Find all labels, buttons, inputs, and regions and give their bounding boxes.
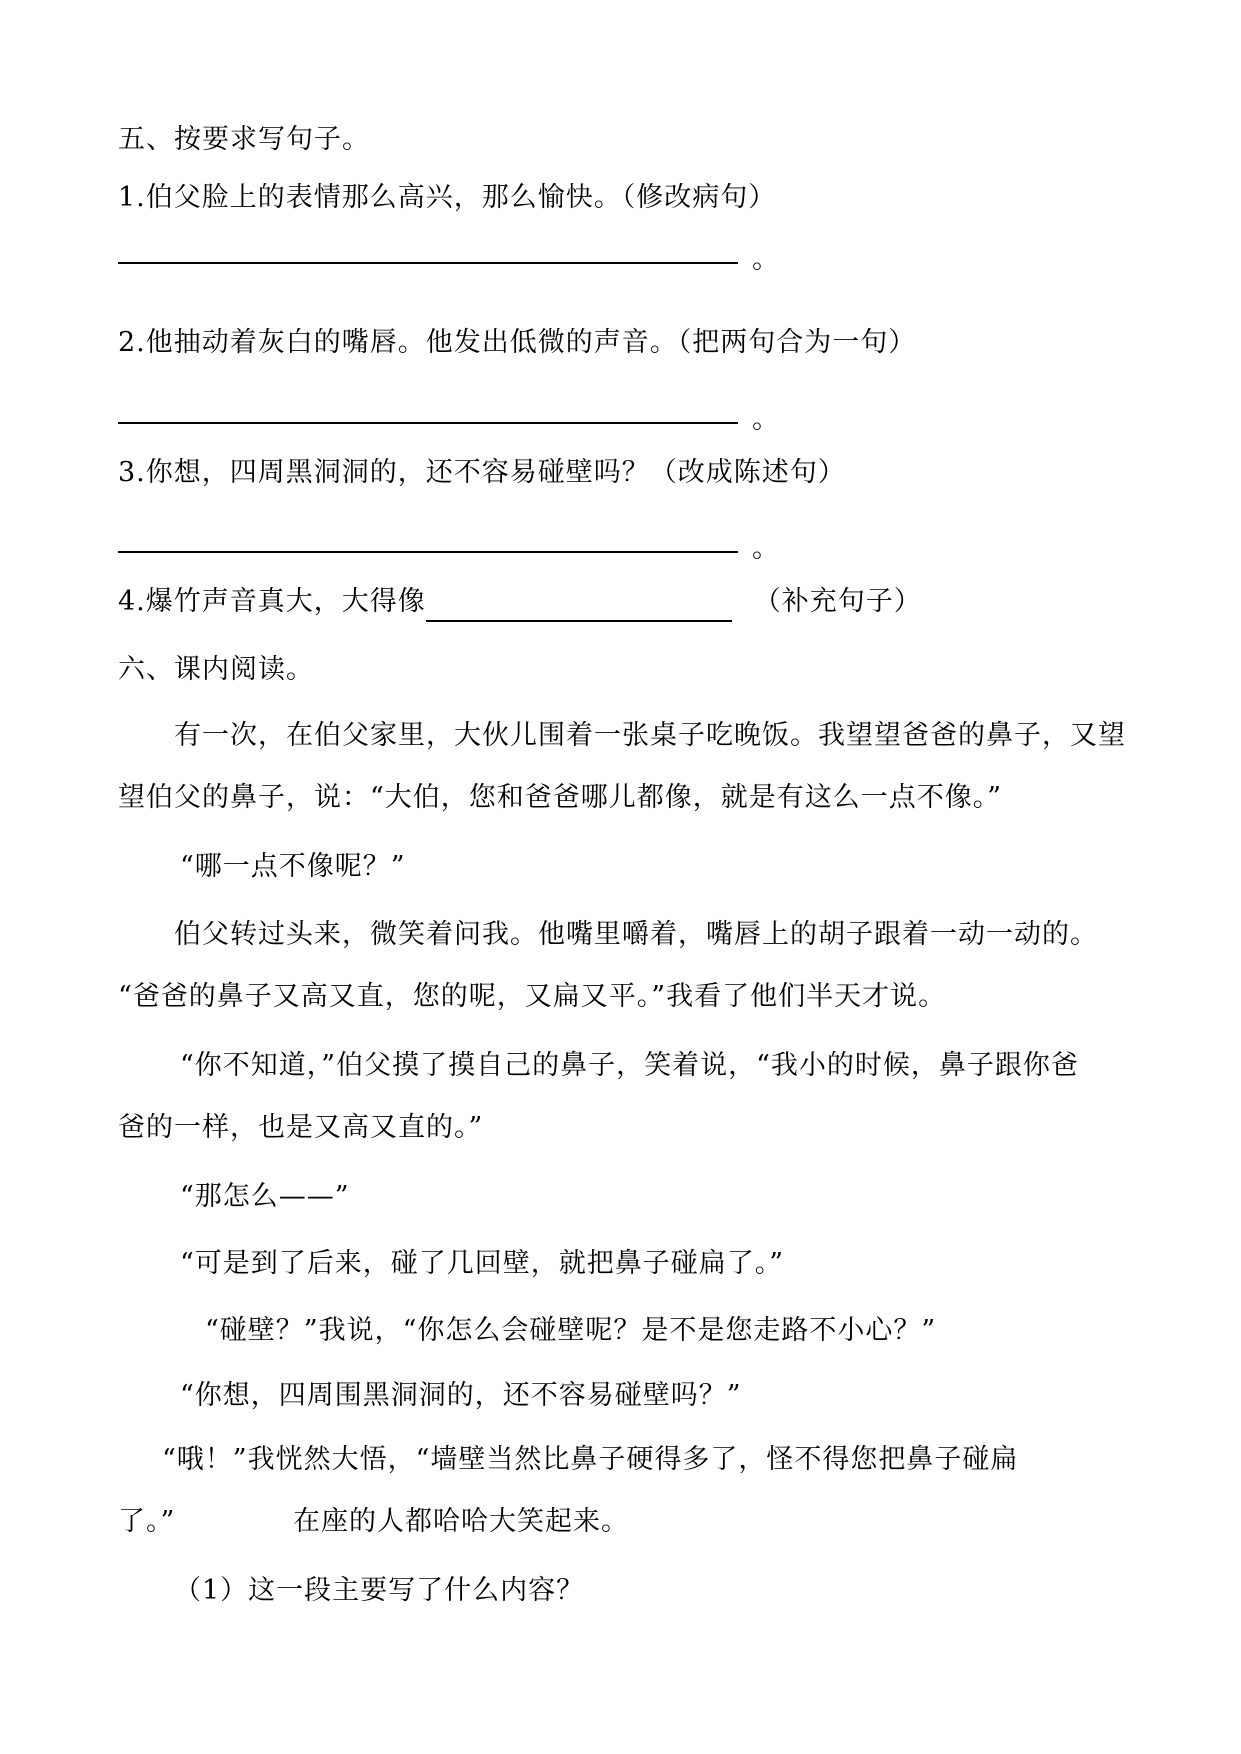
- passage-p9-line2a: 了。”: [118, 1506, 176, 1537]
- passage-p4-line2: 爸的一样，也是又高又直的。”: [118, 1112, 484, 1143]
- answer-blank-2[interactable]: [118, 422, 738, 424]
- passage-p6: “可是到了后来，碰了几回壁，就把鼻子碰扁了。”: [180, 1248, 785, 1279]
- passage-p1-line2: 望伯父的鼻子，说：“大伯，您和爸爸哪儿都像，就是有这么一点不像。”: [118, 782, 1003, 813]
- answer-blank-1[interactable]: [118, 262, 738, 264]
- question-1-text: 1.伯父脸上的表情那么高兴，那么愉快。（修改病句）: [118, 182, 777, 213]
- question-4-suffix: （补充句子）: [753, 586, 922, 617]
- section5-heading: 五、按要求写句子。: [118, 124, 370, 155]
- passage-p2: “哪一点不像呢？”: [180, 851, 406, 882]
- answer-period-1: 。: [752, 244, 779, 275]
- answer-blank-4[interactable]: [426, 592, 732, 622]
- question-4-line: [118, 582, 922, 622]
- question-4-prefix: 4.爆竹声音真大，大得像: [118, 586, 426, 617]
- answer-blank-3[interactable]: [118, 551, 738, 553]
- reading-question-1: （1）这一段主要写了什么内容？: [174, 1575, 585, 1606]
- passage-p3-line1: 伯父转过头来，微笑着问我。他嘴里嚼着，嘴唇上的胡子跟着一动一动的。: [174, 919, 1098, 950]
- passage-p4-line1: “你不知道，”伯父摸了摸自己的鼻子，笑着说，“我小的时候，鼻子跟你爸: [180, 1050, 1079, 1081]
- answer-period-2: 。: [752, 404, 779, 435]
- passage-p3-line2: “爸爸的鼻子又高又直，您的呢，又扁又平。”我看了他们半天才说。: [118, 981, 947, 1012]
- answer-period-3: 。: [752, 533, 779, 564]
- passage-p8: “你想，四周围黑洞洞的，还不容易碰壁吗？”: [180, 1380, 742, 1411]
- question-2-text: 2.他抽动着灰白的嘴唇。他发出低微的声音。（把两句合为一句）: [118, 327, 917, 358]
- passage-p5: “那怎么——”: [180, 1181, 350, 1212]
- question-3-text: 3.你想，四周黑洞洞的，还不容易碰壁吗？（改成陈述句）: [118, 457, 846, 488]
- section6-heading: 六、课内阅读。: [118, 654, 314, 685]
- passage-p7: “碰壁？”我说，“你怎么会碰壁呢？是不是您走路不小心？”: [205, 1315, 937, 1346]
- passage-p1-line1: 有一次，在伯父家里，大伙儿围着一张桌子吃晚饭。我望望爸爸的鼻子，又望: [174, 720, 1126, 751]
- passage-p9-line2b: 在座的人都哈哈大笑起来。: [293, 1506, 629, 1537]
- passage-p9-line1: “哦！”我恍然大悟，“墙壁当然比鼻子硬得多了，怪不得您把鼻子碰扁: [162, 1444, 1019, 1475]
